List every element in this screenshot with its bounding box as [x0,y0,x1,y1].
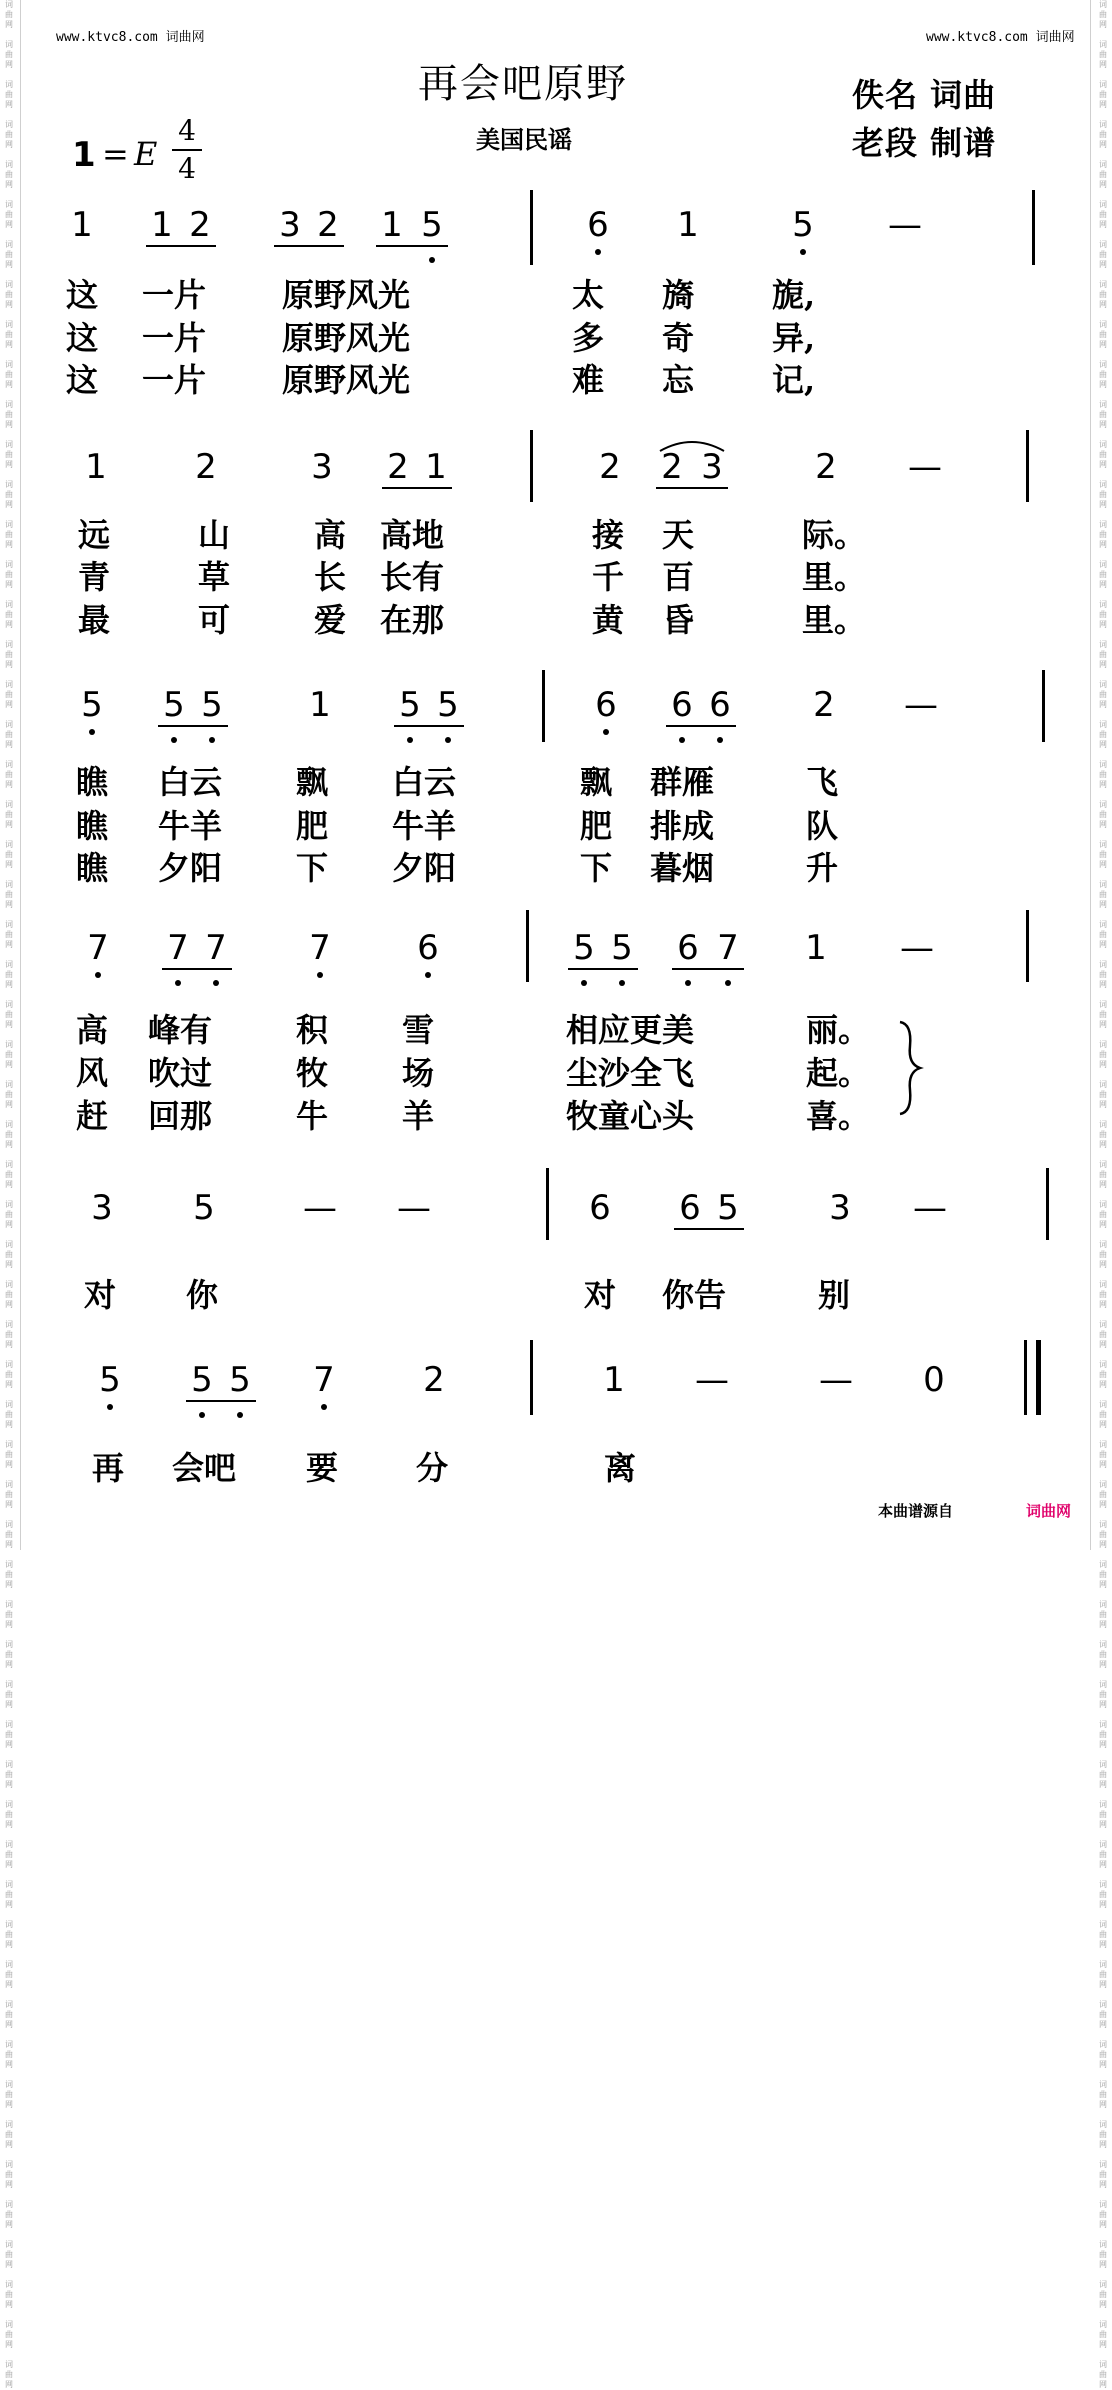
note: 5 [573,928,595,968]
note: 1 [677,205,699,245]
lyric-word: 牛 [296,1097,329,1135]
right-watermark-strip: 词 曲 网 词 曲 网 词 曲 网 词 曲 网 词 曲 网 词 曲 网 词 曲 网 词 曲 网 词 曲 网 词 曲 网 词 曲 网 词 曲 网 词 曲 网 词 曲 网 词 曲 网 词 曲 网 词 曲 网 词 曲 网 词 曲 网 词 曲 网 词 曲 网 词 曲 网 词 曲 网 词 曲 网 词 曲 网 词 曲 网 词 曲 网 词 曲 网 词 曲 网 词 曲 网 词 曲 网 词 曲 网 词 曲 网 词 曲 网 词 曲 网 词 曲 网 词 曲 网 词 曲 网 词 曲 网 词 曲 网 词 曲 网 词 曲 网 词 曲 网 词 曲 网 词 曲 网 词 曲 网 词 曲 网 词 曲 网 词 曲 网 词 曲 网 词 曲 网 词 曲 网 词 曲 网 词 曲 网 词 曲 网 词 曲 网 词 曲 网 词 曲 网 词 曲 网 词 曲 网 [1099,0,1107,2389]
lyric-word: 肥 [296,807,329,845]
lyric-word: 离 [604,1449,637,1487]
dash-sustain: — [819,1360,853,1400]
lyric-word: 会吧 [172,1449,237,1487]
lyric-word: 际。 [802,516,867,554]
note: 5 [99,1360,121,1400]
lyric-word: 你告 [662,1276,727,1314]
barline [530,190,533,265]
note: 7 [205,928,227,968]
lyric-word: 起。 [806,1054,871,1092]
barline [530,1340,533,1415]
note: 7 [309,928,331,968]
lyric-word: 青 [78,558,111,596]
lyric-word: 这 [66,319,99,357]
lyric-word: 瞧 [76,807,109,845]
low-octave-dot [89,729,95,735]
note: 2 [423,1360,445,1400]
lyric-word: 高地 [380,516,445,554]
dash-sustain: — [695,1360,729,1400]
credit-arranger: 老段 制谱 [852,124,997,162]
lyric-word: 里。 [802,601,867,639]
note: 5 [201,685,223,725]
top-left-url: www.ktvc8.com 词曲网 [56,30,205,45]
lyric-word: 一片 [142,319,207,357]
lyric-word: 接 [592,516,625,554]
low-octave-dot [619,980,625,986]
note: 7 [717,928,739,968]
note: 6 [417,928,439,968]
note: 5 [163,685,185,725]
barline [1026,430,1029,502]
lyric-word: 雪 [402,1011,435,1049]
note: 1 [381,205,403,245]
final-barline [1036,1340,1041,1415]
low-octave-dot [407,737,413,743]
lyric-word: 原野风光 [282,276,411,314]
note: 1 [85,447,107,487]
lyric-word: 羊 [402,1097,435,1135]
lyric-word: 要 [306,1449,339,1487]
lyric-word: 牧童心头 [566,1097,695,1135]
lyric-word: 昏 [662,601,695,639]
barline [526,910,529,982]
low-octave-dot [175,980,181,986]
note: 2 [815,447,837,487]
lyric-word: 排成 [650,807,715,845]
lyric-word: 百 [662,558,695,596]
lyric-word: 丽。 [806,1011,871,1049]
note: 2 [189,205,211,245]
lyric-word: 飘 [580,763,613,801]
lyric-word: 原野风光 [282,319,411,357]
song-title: 再会吧原野 [418,61,628,107]
lyric-word: 白云 [158,763,223,801]
lyric-word: 对 [584,1276,617,1314]
dash-sustain: — [397,1188,431,1228]
lyric-word: 群雁 [650,763,715,801]
lyric-word: 奇 [662,319,695,357]
note: 2 [599,447,621,487]
low-octave-dot [213,980,219,986]
lyric-word: 高 [314,516,347,554]
lyric-word: 可 [198,601,231,639]
note: 2 [317,205,339,245]
barline [546,1168,549,1240]
lyric-word: 多 [572,319,605,357]
note: 5 [421,205,443,245]
lyric-word: 下 [580,849,613,887]
lyric-word: 千 [592,558,625,596]
low-octave-dot [445,737,451,743]
note: 6 [671,685,693,725]
lyric-word: 白云 [392,763,457,801]
note: 6 [709,685,731,725]
key-letter: E [134,135,158,173]
lyric-word: 高 [76,1011,109,1049]
note: 2 [387,447,409,487]
lyric-word: 牛羊 [158,807,223,845]
lyric-word: 回那 [148,1097,213,1135]
barline [1032,190,1035,265]
lyric-word: 一片 [142,361,207,399]
lyric-word: 瞧 [76,849,109,887]
note: 3 [91,1188,113,1228]
low-octave-dot [237,1412,243,1418]
lyric-word: 最 [78,601,111,639]
lyric-word: 分 [416,1449,449,1487]
dash-sustain: — [888,205,922,245]
lyric-word: 喜。 [806,1097,871,1135]
eighth-underline [394,725,464,727]
lyric-word: 这 [66,361,99,399]
lyric-word: 牧 [296,1054,329,1092]
low-octave-dot [581,980,587,986]
lyric-word: 积 [296,1011,329,1049]
note: 6 [595,685,617,725]
note: 7 [167,928,189,968]
lyric-word: 瞧 [76,763,109,801]
note: 5 [717,1188,739,1228]
eighth-underline [186,1400,256,1402]
note: 1 [309,685,331,725]
lyric-word: 记, [772,361,816,399]
note: 7 [87,928,109,968]
lyric-word: 异, [772,319,816,357]
lyric-word: 飞 [806,763,839,801]
dash-sustain: — [303,1188,337,1228]
low-octave-dot [425,972,431,978]
note: 5 [229,1360,251,1400]
dash-sustain: — [900,928,934,968]
note: 1 [151,205,173,245]
lyric-word: 旎, [772,276,816,314]
lyric-word: 里。 [802,558,867,596]
lyric-word: 在那 [380,601,445,639]
tie-arc [658,437,726,453]
left-watermark-strip: 词 曲 网 词 曲 网 词 曲 网 词 曲 网 词 曲 网 词 曲 网 词 曲 网 词 曲 网 词 曲 网 词 曲 网 词 曲 网 词 曲 网 词 曲 网 词 曲 网 词 曲 网 词 曲 网 词 曲 网 词 曲 网 词 曲 网 词 曲 网 词 曲 网 词 曲 网 词 曲 网 词 曲 网 词 曲 网 词 曲 网 词 曲 网 词 曲 网 词 曲 网 词 曲 网 词 曲 网 词 曲 网 词 曲 网 词 曲 网 词 曲 网 词 曲 网 词 曲 网 词 曲 网 词 曲 网 词 曲 网 词 曲 网 词 曲 网 词 曲 网 词 曲 网 词 曲 网 词 曲 网 词 曲 网 词 曲 网 词 曲 网 词 曲 网 词 曲 网 词 曲 网 词 曲 网 词 曲 网 词 曲 网 词 曲 网 词 曲 网 词 曲 网 词 曲 网 词 曲 网 [5,0,13,2389]
left-edge-line [20,0,21,1550]
lyric-word: 原野风光 [282,361,411,399]
lyric-word: 一片 [142,276,207,314]
lyric-word: 长 [314,558,347,596]
top-right-url: www.ktvc8.com 词曲网 [926,30,1075,45]
note: 1 [805,928,827,968]
note: 2 [813,685,835,725]
lyric-word: 升 [806,849,839,887]
dash-sustain: — [908,447,942,487]
barline [1042,670,1045,742]
lyric-word: 天 [662,516,695,554]
low-octave-dot [107,1404,113,1410]
lyric-word: 草 [198,558,231,596]
note: 2 [195,447,217,487]
low-octave-dot [603,729,609,735]
verse-brace [896,1018,926,1118]
dash-sustain: — [913,1188,947,1228]
key-tonic: 1 [72,135,96,175]
note: 1 [425,447,447,487]
eighth-underline [672,968,744,970]
lyric-word: 这 [66,276,99,314]
lyric-word: 尘沙全飞 [566,1054,695,1092]
song-subtitle: 美国民谣 [476,125,572,154]
lyric-word: 山 [198,516,231,554]
lyric-word: 夕阳 [158,849,223,887]
lyric-word: 吹过 [148,1054,213,1092]
lyric-word: 太 [572,276,605,314]
barline [1024,1340,1027,1415]
eighth-underline [162,968,232,970]
note: 6 [587,205,609,245]
lyric-word: 别 [818,1276,851,1314]
footer-source-label: 本曲谱源自 [878,1502,954,1520]
note: 6 [677,928,699,968]
low-octave-dot [595,249,601,255]
lyric-word: 飘 [296,763,329,801]
eighth-underline [274,245,344,247]
eighth-underline [376,245,448,247]
lyric-word: 风 [76,1054,109,1092]
note: 1 [603,1360,625,1400]
lyric-word: 暮烟 [650,849,715,887]
credit-lyrics-music: 佚名 词曲 [852,76,997,114]
lyric-word: 黄 [592,601,625,639]
note: 3 [311,447,333,487]
lyric-word: 相应更美 [566,1011,695,1049]
low-octave-dot [685,980,691,986]
lyric-word: 你 [186,1276,219,1314]
low-octave-dot [717,737,723,743]
note: 3 [829,1188,851,1228]
low-octave-dot [429,257,435,263]
lyric-word: 难 [572,361,605,399]
barline [1046,1168,1049,1240]
eighth-underline [656,487,728,489]
note: 6 [679,1188,701,1228]
eighth-underline [666,725,736,727]
time-signature [172,115,202,185]
barline [530,430,533,502]
key-equals: = [102,135,129,173]
note: 5 [191,1360,213,1400]
lyric-word: 对 [84,1276,117,1314]
note: 3 [279,205,301,245]
low-octave-dot [95,972,101,978]
note: 1 [71,205,93,245]
eighth-underline [568,968,638,970]
lyric-word: 爱 [314,601,347,639]
right-edge-line [1090,0,1091,1550]
dash-sustain: — [904,685,938,725]
note: 5 [437,685,459,725]
note: 5 [792,205,814,245]
low-octave-dot [171,737,177,743]
lyric-word: 再 [92,1449,125,1487]
note: 5 [81,685,103,725]
lyric-word: 赶 [76,1097,109,1135]
note: 3 [701,447,723,487]
lyric-word: 长有 [380,558,445,596]
low-octave-dot [679,737,685,743]
footer-brand: 词曲网 [1026,1502,1072,1520]
note: 6 [589,1188,611,1228]
note: 5 [399,685,421,725]
lyric-word: 肥 [580,807,613,845]
note: 5 [611,928,633,968]
barline [542,670,545,742]
lyric-word: 忘 [662,361,695,399]
barline [1026,910,1029,982]
lyric-word: 旖 [662,276,695,314]
note: 7 [313,1360,335,1400]
low-octave-dot [317,972,323,978]
low-octave-dot [209,737,215,743]
eighth-underline [146,245,216,247]
note: 2 [661,447,683,487]
note: 0 [923,1360,945,1400]
lyric-word: 队 [806,807,839,845]
eighth-underline [382,487,452,489]
time-signature-top: 4 [178,114,196,147]
low-octave-dot [725,980,731,986]
lyric-word: 场 [402,1054,435,1092]
lyric-word: 下 [296,849,329,887]
lyric-word: 远 [78,516,111,554]
time-signature-bottom: 4 [178,152,196,185]
lyric-word: 夕阳 [392,849,457,887]
low-octave-dot [199,1412,205,1418]
note: 5 [193,1188,215,1228]
lyric-word: 牛羊 [392,807,457,845]
eighth-underline [158,725,228,727]
low-octave-dot [321,1404,327,1410]
lyric-word: 峰有 [148,1011,213,1049]
eighth-underline [674,1228,744,1230]
low-octave-dot [800,249,806,255]
